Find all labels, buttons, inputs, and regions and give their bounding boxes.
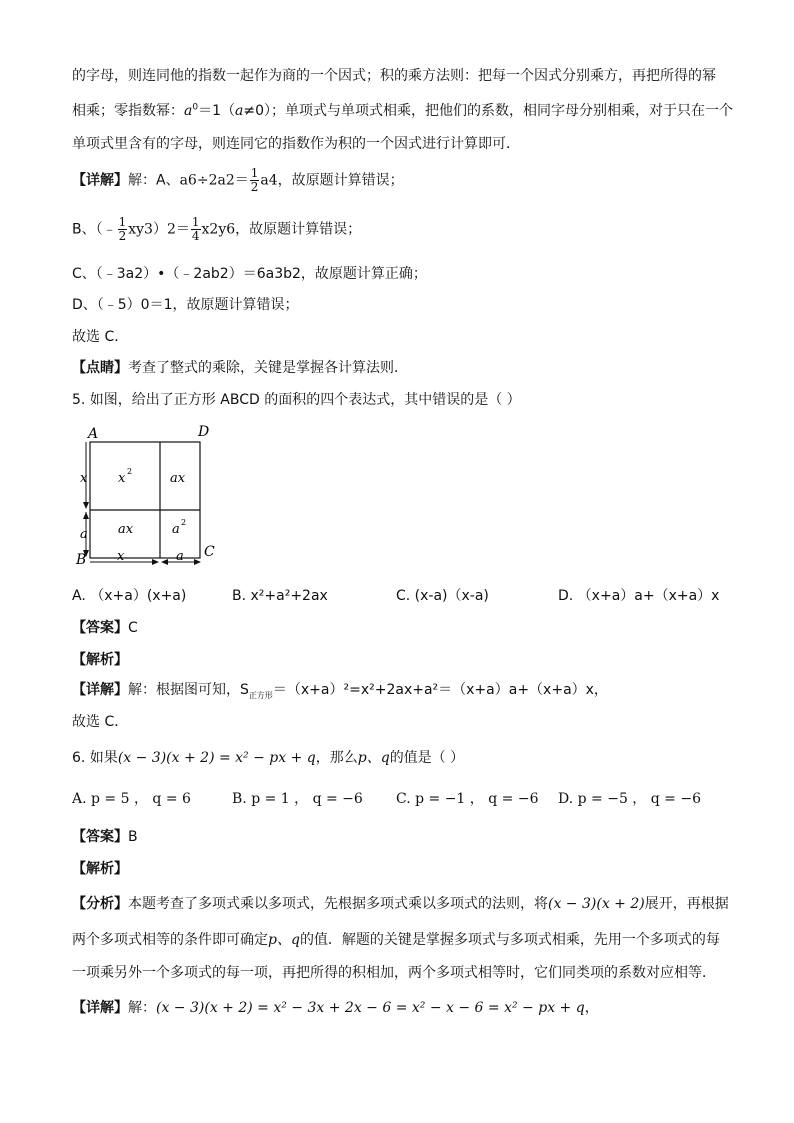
analysis-head: 【分析】 bbox=[72, 896, 128, 912]
detail-tag: 【详解】 bbox=[72, 682, 128, 698]
q6-stem-pq: p、q bbox=[357, 750, 390, 766]
label-B: B bbox=[76, 552, 87, 568]
cell-a2: a bbox=[172, 522, 180, 537]
side-label-a: a bbox=[80, 527, 88, 542]
cell-x2-sup: 2 bbox=[127, 467, 133, 476]
q4-b-den: 2 bbox=[118, 229, 127, 243]
q4-a-rest: a4，故原题计算错误； bbox=[260, 172, 404, 189]
q4-b-fraction bbox=[118, 216, 128, 243]
intro-line-1: 的字母，则连同他的指数一起作为商的一个因式；积的乘方法则：把每一个因式分别乘方，再把所得的幂 bbox=[72, 68, 716, 84]
q5-analysis-tag: 【解析】 bbox=[72, 652, 128, 668]
label-C: C bbox=[204, 544, 215, 560]
q6-analysis-math: (x − 3)(x + 2) bbox=[548, 896, 645, 912]
q6-answer-value: B bbox=[128, 829, 138, 845]
q4-detail-c: C、（﹣3a2）•（﹣2ab2）＝6a3b2，故原题计算正确； bbox=[72, 266, 427, 282]
q5-detail-sub: 正方形 bbox=[248, 690, 273, 700]
intro-var-a: a bbox=[184, 103, 193, 119]
q6-analysis-pq: p、q bbox=[268, 932, 300, 948]
bottom-arrowhead-x bbox=[152, 559, 159, 565]
q5-detail-text-b: ＝（x+a）²=x²+2ax+a²＝（x+a）a+（x+a）x， bbox=[272, 682, 608, 698]
q4-a-num: 1 bbox=[250, 166, 259, 180]
q6-stem-a: 6. 如果 bbox=[72, 750, 118, 766]
cell-x2: x bbox=[118, 471, 126, 486]
q5-option-b: B. x²+a²+2ax bbox=[232, 588, 328, 604]
q4-choose: 故选 C． bbox=[72, 329, 129, 345]
q5-option-a: A. （x+a）(x+a) bbox=[72, 588, 187, 604]
intro-var-a2: a bbox=[235, 103, 244, 119]
q6-analysis-line-2 bbox=[72, 930, 720, 950]
q4-point bbox=[72, 358, 408, 378]
label-D: D bbox=[198, 424, 210, 440]
q5-detail-text-a: 解：根据图可知，S bbox=[128, 682, 249, 698]
q6-detail bbox=[72, 998, 599, 1018]
intro-line-2-text: 相乘；零指数幂： bbox=[72, 103, 184, 119]
cell-ax-top: ax bbox=[170, 471, 186, 486]
q4-point-text: 考查了整式的乘除，关键是掌握各计算法则． bbox=[128, 360, 408, 376]
q6-answer bbox=[72, 827, 138, 847]
q5-detail bbox=[72, 680, 608, 700]
q6-option-c: C. p = −1 ， q = −6 bbox=[396, 791, 539, 807]
q6-detail-math: (x − 3)(x + 2) = x² − 3x + 2x − 6 = x² − x − 6 = x² − px + q bbox=[156, 1000, 585, 1016]
q4-detail-a bbox=[72, 167, 404, 194]
label-A: A bbox=[88, 426, 99, 442]
q4-b-mid: xy3）2＝ bbox=[128, 221, 190, 238]
answer-tag: 【答案】 bbox=[72, 620, 128, 636]
q5-option-d: D. （x+a）a+（x+a）x bbox=[558, 588, 720, 604]
bottom-label-a: a bbox=[176, 549, 184, 564]
intro-eq: ＝1（ bbox=[198, 103, 236, 119]
bottom-arrowhead-a bbox=[161, 559, 168, 565]
q5-answer bbox=[72, 618, 138, 638]
q4-a-fraction bbox=[250, 167, 260, 194]
detail-tag: 【详解】 bbox=[72, 1000, 128, 1016]
intro-line-2 bbox=[72, 101, 733, 121]
intro-exponent: 0 bbox=[192, 102, 199, 113]
q5-stem: 5. 如图，给出了正方形 ABCD 的面积的四个表达式，其中错误的是（ ） bbox=[72, 392, 521, 408]
q6-stem-math: (x − 3)(x + 2) = x² − px + q bbox=[117, 750, 316, 766]
q4-b-num2: 1 bbox=[191, 215, 200, 229]
q6-analysis-line-1 bbox=[72, 894, 729, 914]
point-tag: 【点睛】 bbox=[72, 360, 128, 376]
q4-detail-d: D、（﹣5）0＝1，故原题计算错误； bbox=[72, 297, 299, 313]
q4-b-rest: x2y6，故原题计算错误； bbox=[201, 221, 362, 238]
intro-line-2-rest: ≠0）；单项式与单项式相乘，把他们的系数，相同字母分别相乘，对于只在一个 bbox=[243, 103, 734, 119]
q6-analysis-a: 本题考查了多项式乘以多项式，先根据多项式乘以多项式的法则，将 bbox=[128, 896, 548, 912]
q6-option-b: B. p = 1 ， q = −6 bbox=[232, 791, 363, 807]
left-arrowhead-a-up bbox=[83, 512, 89, 519]
intro-line-3: 单项式里含有的字母，则连同它的指数作为积的一个因式进行计算即可． bbox=[72, 136, 520, 152]
q6-analysis-b: 展开，再根据 bbox=[644, 896, 729, 912]
q6-option-a: A. p = 5 ， q = 6 bbox=[72, 791, 191, 807]
cell-a2-sup: 2 bbox=[181, 518, 187, 527]
q6-analysis-tag: 【解析】 bbox=[72, 861, 128, 877]
side-label-x: x bbox=[80, 471, 88, 486]
detail-tag: 【详解】 bbox=[72, 172, 128, 189]
q5-choose: 故选 C． bbox=[72, 714, 129, 730]
q4-b-num: 1 bbox=[118, 215, 127, 229]
q6-stem-b: ，那么 bbox=[315, 750, 358, 766]
q6-analysis-line2-b: 的值．解题的关键是掌握多项式与多项式相乘，先用一个多项式的每 bbox=[299, 932, 720, 948]
q4-a-expr: a6÷2a2＝ bbox=[179, 172, 249, 189]
answer-tag: 【答案】 bbox=[72, 829, 128, 845]
square-outline bbox=[90, 442, 200, 558]
q4-detail-b bbox=[72, 216, 361, 243]
q6-analysis-line2-a: 两个多项式相等的条件即可确定 bbox=[72, 932, 268, 948]
q6-stem bbox=[72, 748, 464, 768]
q6-analysis-line-3: 一项乘另外一个多项式的每一项，再把所得的积相加，两个多项式相等时，它们同类项的系数对应相等． bbox=[72, 965, 716, 981]
q4-b-den2: 4 bbox=[191, 229, 200, 243]
q4-a-den: 2 bbox=[250, 180, 259, 194]
left-arrowhead-x bbox=[83, 502, 89, 509]
q4-b-fraction2 bbox=[191, 216, 201, 243]
q5-option-c: C. (x-a)（x-a) bbox=[396, 588, 489, 604]
q4-detail-a-label: 解：A、 bbox=[128, 172, 180, 189]
cell-ax-bottom: ax bbox=[118, 522, 134, 537]
q5-answer-value: C bbox=[128, 620, 138, 636]
q6-option-d: D. p = −5 ， q = −6 bbox=[558, 791, 701, 807]
q6-stem-c: 的值是（ ） bbox=[389, 750, 465, 766]
q6-detail-a: 解： bbox=[128, 1000, 156, 1016]
bottom-arrowhead-a-right bbox=[194, 559, 201, 565]
q6-detail-end: ， bbox=[584, 1000, 599, 1016]
q4-b-pre: B、（﹣ bbox=[72, 221, 117, 238]
square-figure bbox=[72, 420, 222, 568]
bottom-label-x: x bbox=[117, 549, 125, 564]
